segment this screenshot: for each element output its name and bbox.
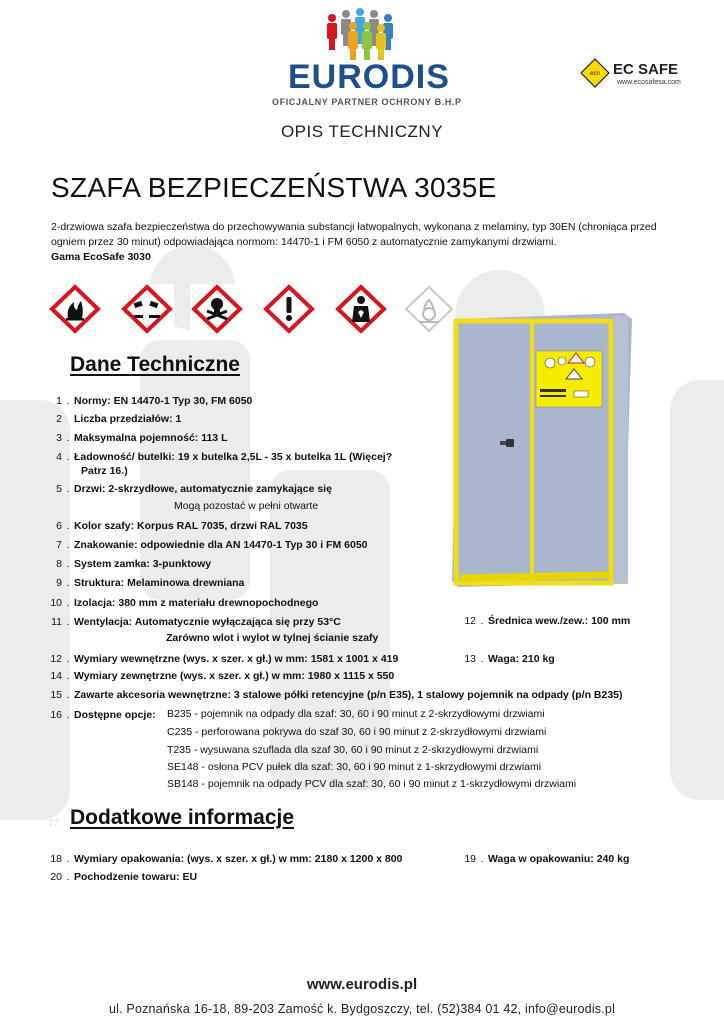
- spec-item-note: Mogą pozostać w pełni otwarte: [174, 500, 319, 512]
- footer-website-link[interactable]: www.eurodis.pl: [306, 976, 418, 993]
- spec-item: 10 . Izolacja: 380 mm z materiału drewnopochodnego: [50, 597, 319, 609]
- partner-brand: EC SAFE: [613, 61, 679, 78]
- spec-item: 20 . Pochodzenie towaru: EU: [50, 871, 198, 883]
- exclamation-icon: [262, 284, 316, 334]
- spec-item: 15 . Zawarte akcesoria wewnętrzne: 3 stalowe półki retencyjne (p/n E35), 1 stalowy pojemnik na odpady (p/n B235): [50, 689, 623, 701]
- ecosafe-logo-icon: [580, 58, 610, 88]
- cabinet-illustration: [448, 313, 632, 588]
- health-hazard-icon: [334, 284, 388, 334]
- svg-text:eco: eco: [590, 71, 600, 77]
- page-title: SZAFA BEZPIECZEŃSTWA 3035E: [51, 172, 497, 203]
- background-silhouette: [670, 380, 724, 800]
- flammable-icon: [48, 284, 102, 334]
- spec-item: 13 . Waga: 210 kg: [464, 653, 555, 665]
- spec-item: 9 . Struktura: Melaminowa drewniana: [56, 577, 245, 589]
- spec-item-note: Zarówno wlot i wylot w tylnej ścianie szafy: [166, 632, 379, 644]
- option-item: C235 - perforowana pokrywa do szaf 30, 60 i 90 minut z 2-skrzydłowymi drzwiami: [167, 726, 547, 738]
- partner-url: www.ecosafesa.com: [617, 79, 681, 86]
- footer-address: ul. Poznańska 16-18, 89-203 Zamość k. Bydgoszczy, tel. (52)384 01 42, info@eurodis.pl: [108, 1002, 616, 1016]
- brand-tagline: OFICJALNY PARTNER OCHRONY B.H.P: [272, 97, 462, 107]
- spec-item: 7 . Znakowanie: odpowiednie dla AN 14470-1 Typ 30 i FM 6050: [56, 539, 368, 551]
- spec-item: 6 . Kolor szafy: Korpus RAL 7035, drzwi RAL 7035: [56, 520, 308, 532]
- spec-item: 14 . Wymiary zewnętrzne (wys. x szer. x gł.) w mm: 1980 x 1115 x 550: [50, 670, 395, 682]
- spec-item: 18 . Wymiary opakowania: (wys. x szer. x gł.) w mm: 2180 x 1200 x 800: [50, 853, 403, 865]
- spec-item: 4 . Ładowność/ butelki: 19 x butelka 2,5L - 35 x butelka 1L (Więcej? Patrz 16.): [56, 451, 393, 477]
- spec-item: 12 . Średnica wew./zew.: 100 mm: [464, 615, 631, 627]
- spec-item: 5 . Drzwi: 2-skrzydłowe, automatycznie zamykające się: [56, 483, 332, 495]
- option-item: SB148 - pojemnik na odpady PCV dla szaf: 30, 60 i 90 minut z 1-skrzydłowymi drzwiami: [167, 778, 577, 790]
- corrosive-icon: [120, 284, 174, 334]
- spec-item: 1 . Normy: EN 14470-1 Typ 30, FM 6050: [56, 395, 253, 407]
- document-type: OPIS TECHNICZNY: [280, 122, 444, 141]
- spec-item: 16 . Dostępne opcje:: [50, 709, 156, 721]
- product-description: 2-drzwiowa szafa bezpieczeństwa do przechowywania substancji łatwopalnych, wykonana z melaminy, typ 30EN (chroniąca przed ogniem przez 30 minut) odpowiadająca normom: 14470-1 i FM 6050 z automatycznie zamykanymi drzwiami.: [51, 221, 657, 248]
- option-item: T235 - wysuwana szuflada dla szaf 30, 60 i 90 minut z 2-skrzydłowymi drzwiami: [167, 744, 539, 756]
- spec-item: 8 . System zamka: 3-punktowy: [56, 558, 212, 570]
- spec-item: 19 . Waga w opakowaniu: 240 kg: [464, 853, 630, 865]
- section-number: 17: [48, 818, 60, 829]
- eurodis-people-logo-icon: [326, 8, 400, 62]
- spec-item: 2 Liczba przedziałów: 1: [56, 413, 182, 425]
- spec-item: 11 . Wentylacja: Automatycznie wyłączająca się przy 53°C: [51, 616, 341, 628]
- section-heading-extra: Dodatkowe informacje: [70, 806, 295, 829]
- option-item: SE148 - osłona PCV pułek dla szaf: 30, 60 i 90 minut z 1-skrzydłowymi drzwiami: [167, 761, 542, 773]
- background-silhouette: [270, 470, 390, 790]
- spec-item: 12 . Wymiary wewnętrzne (wys. x szer. x gł.) w mm: 1581 x 1001 x 419: [50, 653, 399, 665]
- brand-logo-text: EURODIS: [288, 58, 450, 96]
- product-range: Gama EcoSafe 3030: [51, 251, 151, 263]
- spec-item: 3 . Maksymalna pojemność: 113 L: [56, 432, 228, 444]
- option-item: B235 - pojemnik na odpady dla szaf: 30, 60 i 90 minut z 2-skrzydłowymi drzwiami: [167, 708, 545, 720]
- toxic-icon: [190, 284, 244, 334]
- section-heading-tech: Dane Techniczne: [70, 353, 240, 376]
